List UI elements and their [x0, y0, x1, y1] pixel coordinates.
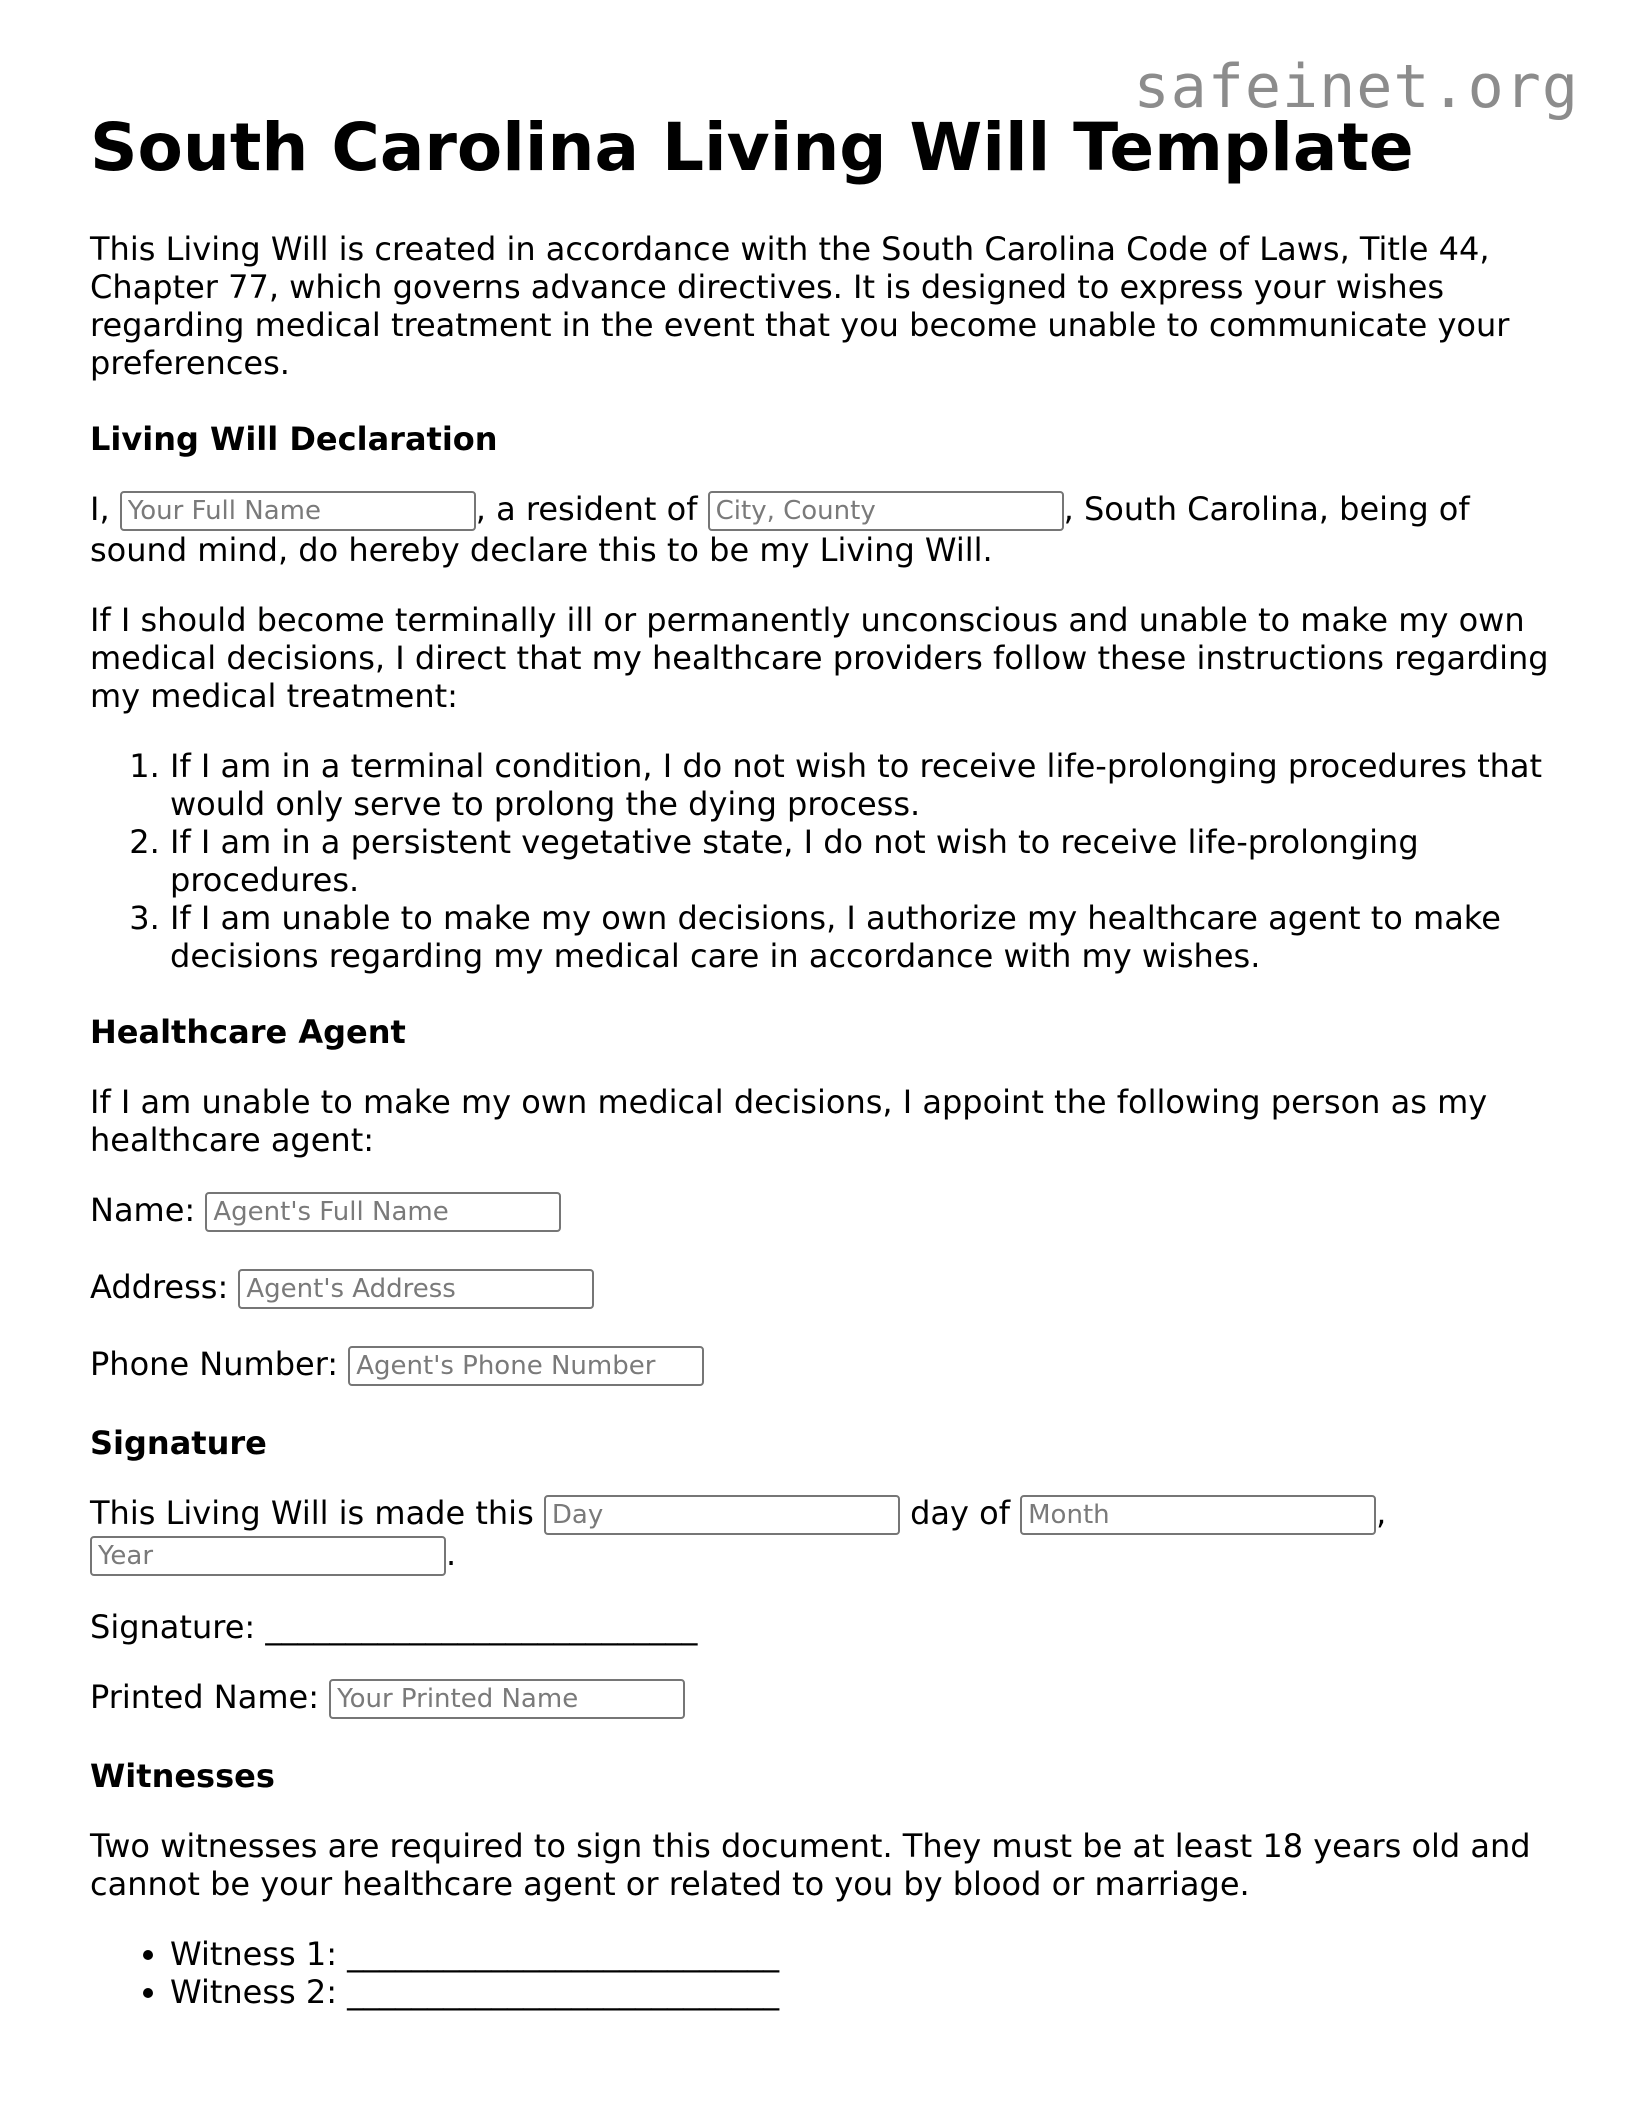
agent-phone-row — [90, 1345, 1570, 1386]
date-comma: , — [1376, 1493, 1387, 1532]
declaration-paragraph — [90, 490, 1570, 569]
witnesses-paragraph: Two witnesses are required to sign this document. They must be at least 18 years old and cannot be your healthcare agent or related to you by blood or marriage. — [90, 1826, 1531, 1903]
page-title: South Carolina Living Will Template — [90, 109, 1414, 186]
list-item: 2. If I am in a persistent vegetative state, I do not wish to receive life-prolonging procedures. — [170, 823, 1570, 899]
printed-name-row — [90, 1678, 1570, 1719]
full-name-input[interactable] — [120, 491, 476, 531]
witnesses-heading: Witnesses — [90, 1756, 275, 1795]
witness-list — [90, 1935, 1570, 2011]
list-item: 3. If I am unable to make my own decisions, I authorize my healthcare agent to make decisions regarding my medical care in accordance with my wishes. — [170, 899, 1570, 975]
agent-phone-label: Phone Number: — [90, 1344, 339, 1383]
agent-name-label: Name: — [90, 1190, 196, 1229]
intro-paragraph: This Living Will is created in accordance with the South Carolina Code of Laws, Title 44, Chapter 77, which governs advance directives. It is designed to express your wishes regarding medical treatment in the event that you become unable to communicate your preferences. — [90, 229, 1510, 382]
agent-address-label: Address: — [90, 1267, 229, 1306]
agent-address-input[interactable] — [238, 1269, 594, 1309]
date-period: . — [446, 1534, 457, 1573]
agent-paragraph: If I am unable to make my own medical decisions, I appoint the following person as my healthcare agent: — [90, 1082, 1488, 1159]
instructions-list — [90, 747, 1570, 975]
month-input[interactable] — [1020, 1495, 1376, 1535]
agent-name-row — [90, 1191, 1570, 1232]
date-paragraph — [90, 1494, 1570, 1576]
signature-line: Signature: ___________________________ — [90, 1607, 698, 1646]
printed-name-label: Printed Name: — [90, 1677, 319, 1716]
agent-phone-input[interactable] — [348, 1346, 704, 1386]
agent-name-input[interactable] — [205, 1192, 561, 1232]
agent-heading: Healthcare Agent — [90, 1012, 406, 1051]
declaration-text-mid: , a resident of — [475, 489, 698, 528]
watermark: safeinet.org — [1133, 52, 1579, 122]
instructions-paragraph: If I should become terminally ill or permanently unconscious and unable to make my own medical decisions, I direct that my healthcare providers follow these instructions regarding my medical treatment: — [90, 600, 1549, 715]
signature-heading: Signature — [90, 1423, 267, 1462]
made-text: This Living Will is made this — [90, 1493, 534, 1532]
day-of-text: day of — [910, 1493, 1010, 1532]
document-body — [90, 110, 1570, 2043]
printed-name-input[interactable] — [329, 1679, 685, 1719]
list-item: 1. If I am in a terminal condition, I do not wish to receive life-prolonging procedures that would only serve to prolong the dying process. — [170, 747, 1570, 823]
declaration-text-end: , South Carolina, being of sound mind, do hereby declare this to be my Living Will. — [90, 489, 1470, 569]
list-item: • Witness 2: ___________________________ — [170, 1973, 1570, 2011]
agent-address-row — [90, 1268, 1570, 1309]
year-input[interactable] — [90, 1536, 446, 1576]
city-county-input[interactable] — [708, 491, 1064, 531]
day-input[interactable] — [544, 1495, 900, 1535]
declaration-heading: Living Will Declaration — [90, 419, 498, 458]
list-item: • Witness 1: ___________________________ — [170, 1935, 1570, 1973]
declaration-text-start: I, — [90, 489, 110, 528]
